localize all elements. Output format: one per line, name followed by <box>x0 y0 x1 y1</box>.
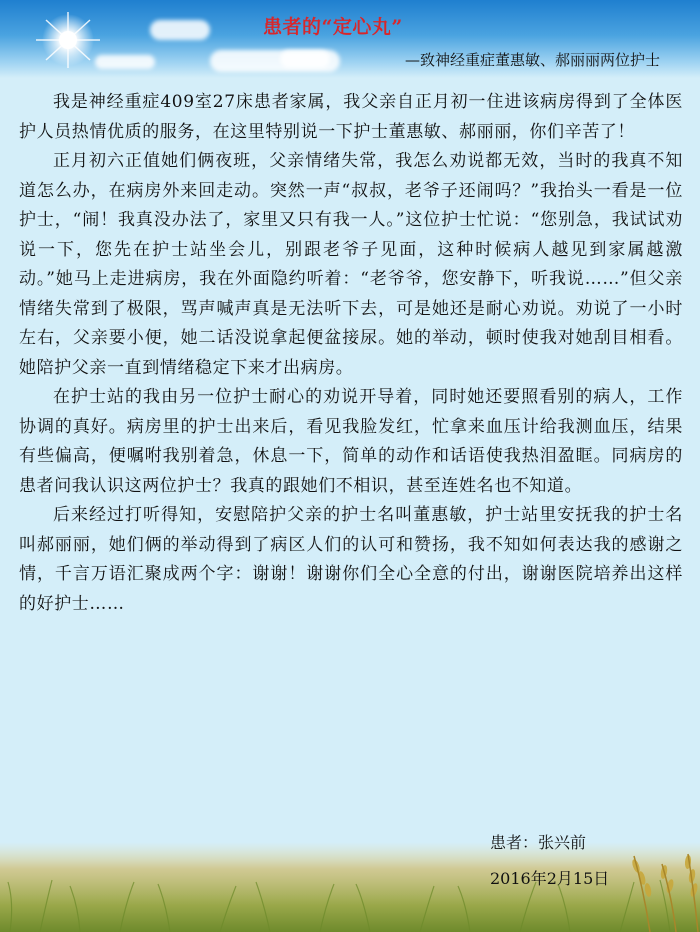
cloud <box>280 50 330 68</box>
paragraph: 我是神经重症409室27床患者家属，我父亲自正月初一住进该病房得到了全体医护人员热情优质的服务，在这里特别说一下护士董惠敏、郝丽丽，你们辛苦了！ <box>19 92 683 142</box>
letter-subtitle: —致神经重症董惠敏、郝丽丽两位护士 <box>404 51 660 69</box>
letter-title: 患者的“定心丸” <box>263 16 403 38</box>
paragraph: 正月初六正值她们俩夜班，父亲情绪失常，我怎么劝说都无效，当时的我真不知道怎么办，在病房外来回走动。突然一声“叔叔，老爷子还闹吗？”我抬头一看是一位护士，“闹！我真没办法了，家里又只有我一人。”这位护士忙说：“您别急，我试试劝说一下，您先在护士站坐会儿，别跟老爷子见面，这种时候病人越见到家属越激动。”她马上走进病房，我在外面隐约听着：“老爷爷，您安静下，听我说……”但父亲情绪失常到了极限，骂声喊声真是无法听下去，可是她还是耐心劝说。劝说了一小时左右，父亲要小便，她二话没说拿起便盆接尿。她的举动，顿时使我对她刮目相看。她陪护父亲一直到情绪稳定下来才出病房。 <box>19 151 683 378</box>
cloud <box>95 55 155 69</box>
letter-date: 2016年2月15日 <box>490 869 610 888</box>
paragraph: 在护士站的我由另一位护士耐心的劝说开导着，同时她还要照看别的病人，工作协调的真好。病房里的护士出来后，看见我脸发红，忙拿来血压计给我测血压，结果有些偏高，便嘱咐我别着急，休息一下，简单的动作和话语使我热泪盈眶。同病房的患者问我认识这两位护士？我真的跟她们不相识，甚至连姓名也不知道。 <box>19 387 683 496</box>
paragraph: 后来经过打听得知，安慰陪护父亲的护士名叫董惠敏，护士站里安抚我的护士名叫郝丽丽，她们俩的举动得到了病区人们的认可和赞扬，我不知如何表达我的感谢之情，千言万语汇聚成两个字：谢谢！谢谢你们全心全意的付出，谢谢医院培养出这样的好护士…… <box>19 505 683 614</box>
signature: 患者：张兴前 <box>490 833 587 852</box>
cloud <box>150 20 210 40</box>
letter-body <box>19 88 683 619</box>
